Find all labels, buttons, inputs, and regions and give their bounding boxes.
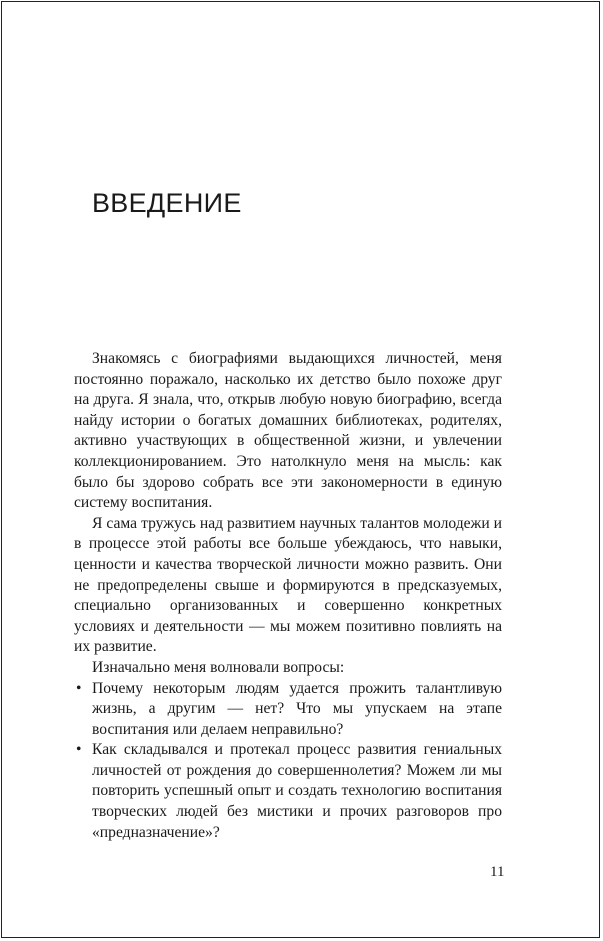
paragraph: Изначально меня волновали вопросы: — [92, 658, 345, 676]
list-item-text: Почему некоторым людям удается прожить талантливую жизнь, а другим — нет? Что мы упускаем на этапе воспитания или делаем неправильно? — [92, 679, 502, 738]
bullet-icon: • — [76, 679, 82, 697]
body-text — [74, 349, 502, 843]
page-number: 11 — [490, 864, 505, 880]
paragraph: Знакомясь с биографиями выдающихся личностей, меня постоянно поражало, насколько их детство было похоже друг на друга. Я знала, что, открыв любую новую биографию, всегда найду истории о богатых домашних библиотеках, родителях, активно участвующих в общественной жизни, и увлечении коллекционированием. Это натолкнуло меня на мысль: как было бы здорово собрать все эти закономерности в единую систему воспитания. — [74, 350, 502, 512]
list-item — [74, 740, 502, 843]
book-page — [1, 1, 600, 938]
bullet-icon: • — [76, 741, 82, 759]
list-item-text: Как складывался и протекал процесс развития гениальных личностей от рождения до совершеннолетия? Можем ли мы повторить успешный опыт и создать технологию воспитания творческих людей без мистики и прочих разговоров про «предназначение»? — [92, 741, 502, 841]
list-item — [74, 679, 502, 741]
question-list — [74, 679, 502, 844]
paragraph: Я сама тружусь над развитием научных талантов молодежи и в процессе этой работы все больше убеждаюсь, что навыки, ценности и качества творческой личности можно развить. Они не предопределены свыше и формируются в предсказуемых, специально организованных и совершенно конкретных условиях и деятельности — мы можем позитивно повлиять на их развитие. — [74, 514, 502, 656]
chapter-title: ВВЕДЕНИЕ — [92, 188, 242, 218]
